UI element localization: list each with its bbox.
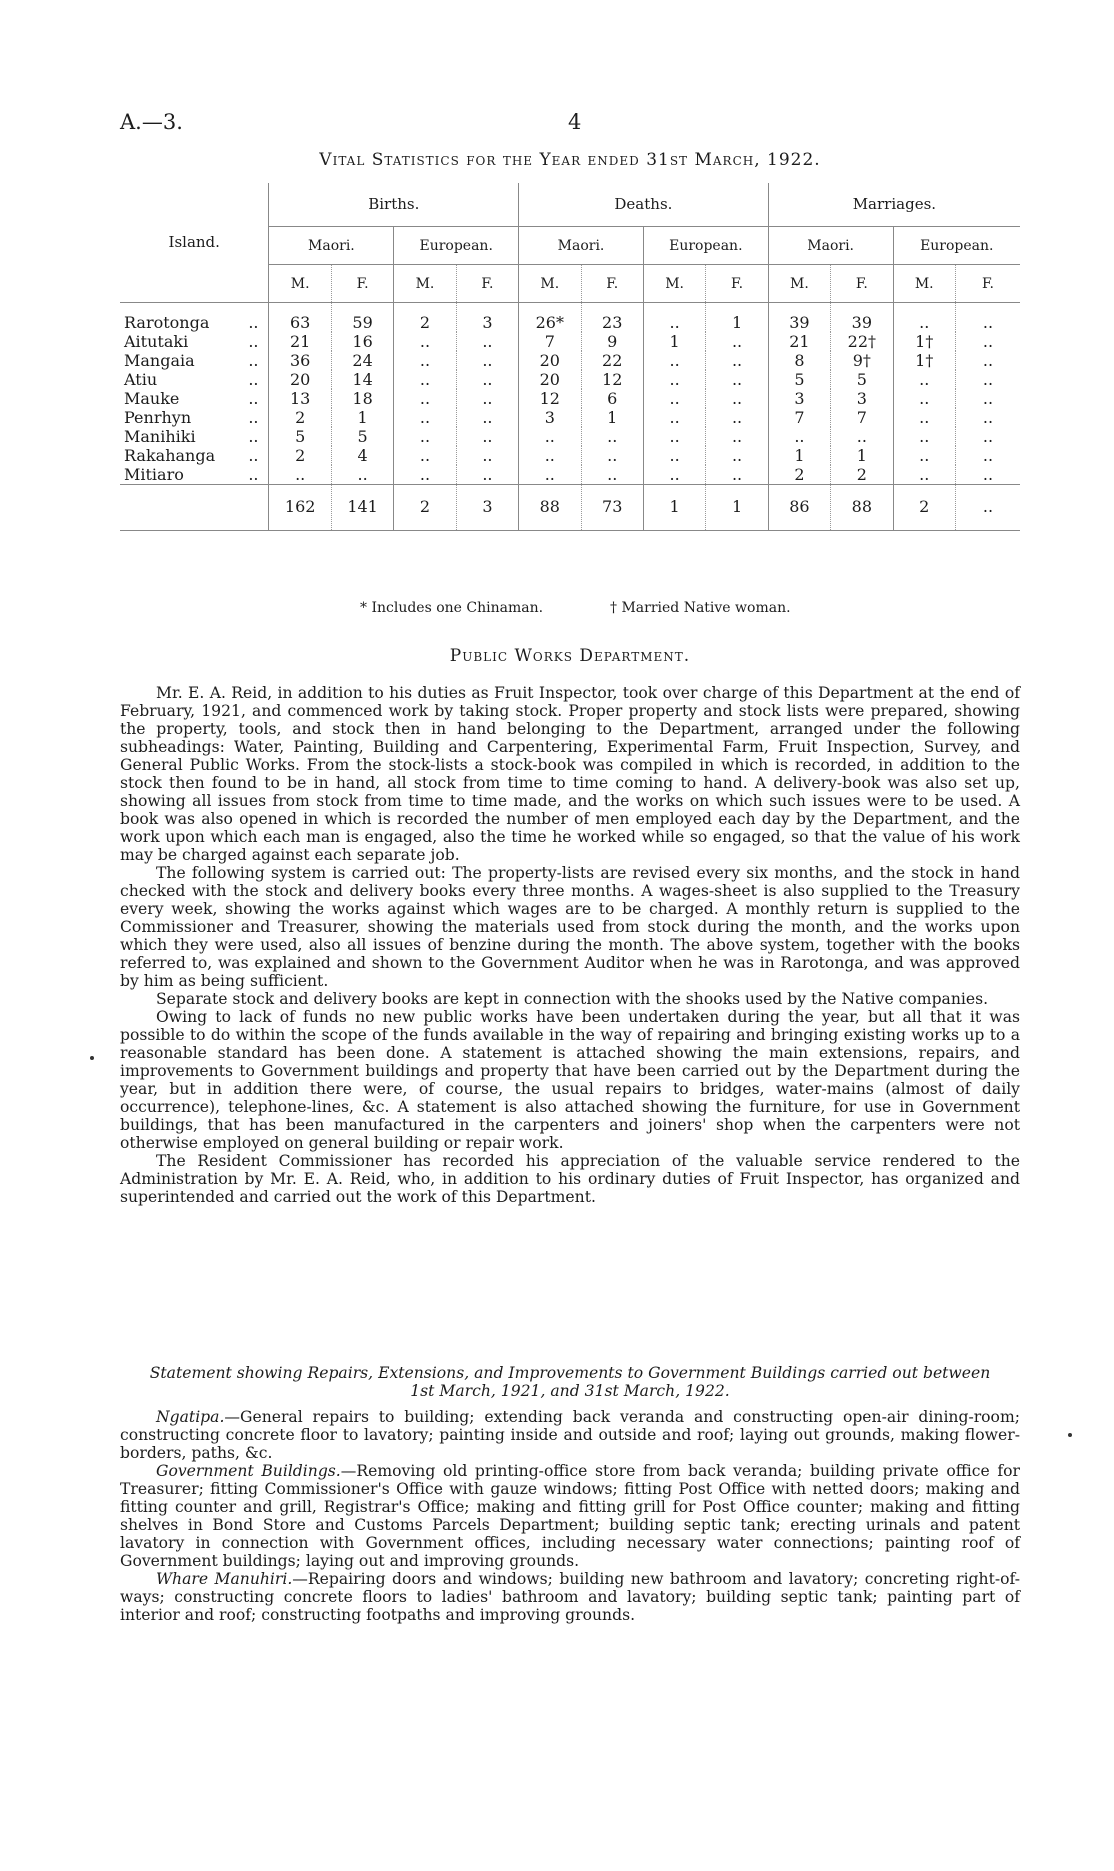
value-cell: ..	[893, 303, 955, 333]
value-cell: ..	[331, 465, 393, 485]
footnote-native-woman: † Married Native woman.	[610, 600, 791, 616]
leader-dots: ..	[248, 427, 259, 446]
value-cell: ..	[643, 408, 705, 427]
entry-label: Government Buildings.	[156, 1462, 341, 1480]
value-cell: 18	[331, 389, 393, 408]
value-cell: ..	[456, 351, 518, 370]
island-name: Rakahanga	[124, 446, 216, 465]
paragraph: Owing to lack of funds no new public works have been undertaken during the year, but all that it was possible to do within the scope of the funds available in the way of repairing and bringing existing works up to a reasonable standard has been done. A statement is attached showing the main extensions, repairs, and improvements to Government buildings and property that have been carried out by the Department during the year, but in addition there were, of course, the usual repairs to bridges, water-mains (almost of daily occurrence), telephone-lines, &c. A statement is also attached showing the furniture, for use in Government buildings, that has been manufactured in the carpenters and joiners' shop when the carpenters were not otherwise employed on general building or repair work.	[120, 1008, 1020, 1152]
value-cell: ..	[955, 332, 1020, 351]
value-cell: 2	[394, 303, 456, 333]
value-cell: ..	[394, 332, 456, 351]
island-cell	[120, 351, 269, 370]
col-header-m: M.	[394, 265, 456, 303]
table-row	[120, 465, 1020, 485]
island-name: Mangaia	[124, 351, 195, 370]
value-cell: ..	[456, 465, 518, 485]
value-cell: ..	[456, 408, 518, 427]
total-cell: ..	[955, 485, 1020, 531]
island-name: Rarotonga	[124, 313, 210, 332]
deaths-maori-header: Maori.	[519, 227, 644, 265]
value-cell: 7	[768, 408, 830, 427]
value-cell: ..	[706, 370, 768, 389]
statement-entry	[120, 1462, 1020, 1570]
island-name: Mauke	[124, 389, 180, 408]
col-header-m: M.	[893, 265, 955, 303]
statement-entry	[120, 1570, 1020, 1624]
value-cell: 22†	[831, 332, 893, 351]
value-cell: 8	[768, 351, 830, 370]
value-cell: 1	[643, 332, 705, 351]
value-cell: ..	[955, 351, 1020, 370]
value-cell: ..	[581, 446, 643, 465]
table-row	[120, 389, 1020, 408]
island-name: Aitutaki	[124, 332, 189, 351]
paragraph: The following system is carried out: The property-lists are revised every six months, and the stock in hand checked with the stock and delivery books every three months. A wages-sheet is also supplied to the Treasury every week, showing the works against which wages are to be charged. A monthly return is supplied to the Commissioner and Treasurer, showing the materials used from stock during the month, and the works upon which they were used, also all issues of benzine during the month. The above system, together with the books referred to, was explained and shown to the Government Auditor when he was in Rarotonga, and was approved by him as being sufficient.	[120, 864, 1020, 990]
value-cell: 39	[831, 303, 893, 333]
statement-entries	[120, 1408, 1020, 1624]
value-cell: ..	[768, 427, 830, 446]
value-cell: 2	[831, 465, 893, 485]
total-cell: 2	[394, 485, 456, 531]
margin-dot	[1068, 1433, 1072, 1437]
value-cell: ..	[269, 465, 331, 485]
value-cell: 5	[831, 370, 893, 389]
value-cell: 3	[831, 389, 893, 408]
value-cell: ..	[581, 427, 643, 446]
value-cell: ..	[394, 370, 456, 389]
total-cell: 73	[581, 485, 643, 531]
value-cell: 63	[269, 303, 331, 333]
page-header	[120, 110, 1020, 140]
value-cell: 39	[768, 303, 830, 333]
value-cell: ..	[519, 446, 581, 465]
value-cell: ..	[955, 370, 1020, 389]
island-name: Mitiaro	[124, 465, 184, 484]
value-cell: ..	[456, 389, 518, 408]
value-cell: ..	[394, 465, 456, 485]
col-header-f: F.	[706, 265, 768, 303]
value-cell: 20	[519, 370, 581, 389]
col-header-m: M.	[519, 265, 581, 303]
value-cell: 3	[519, 408, 581, 427]
paragraph: Mr. E. A. Reid, in addition to his duties as Fruit Inspector, took over charge of this Department at the end of February, 1921, and commenced work by taking stock. Proper property and stock lists were prepared, showing the property, tools, and stock then in hand belonging to the Department, arranged under the following subheadings: Water, Painting, Building and Carpentering, Experimental Farm, Fruit Inspection, Survey, and General Public Works. From the stock-lists a stock-book was compiled in which is recorded, in addition to the stock then found to be in hand, all stock from time to time coming to hand. A delivery-book was also set up, showing all issues from stock from time to time made, and the works on which such issues were to be used. A book was also opened in which is recorded the number of men employed each day by the Department, and the work upon which each man is engaged, also the time he worked while so engaged, so that the value of his work may be charged against each separate job.	[120, 684, 1020, 864]
value-cell: ..	[893, 408, 955, 427]
statement-title-line: 1st March, 1921, and 31st March, 1922.	[410, 1382, 730, 1400]
value-cell: ..	[456, 446, 518, 465]
value-cell: 20	[269, 370, 331, 389]
total-cell: 2	[893, 485, 955, 531]
leader-dots: ..	[248, 351, 259, 370]
table-row	[120, 427, 1020, 446]
value-cell: ..	[706, 351, 768, 370]
value-cell: ..	[893, 389, 955, 408]
value-cell: 5	[269, 427, 331, 446]
value-cell: ..	[955, 408, 1020, 427]
total-cell: 88	[519, 485, 581, 531]
entry-text: —Removing old printing-office store from back veranda; building private office for Treasurer; fitting Commissioner's Office with gauze windows; fitting Post Office with netted doors; making and fitting counter and grill, Registrar's Office; making and fitting grill for Post Office counter; making and fitting shelves in Bond Store and Customs Parcels Department; building septic tank; erecting urinals and patent lavatory in connection with Government offices, including necessary water connections; painting roof of Government buildings; laying out and improving grounds.	[120, 1462, 1020, 1570]
entry-text: —Repairing doors and windows; building new bathroom and lavatory; concreting right-of-ways; constructing concrete floors to ladies' bathroom and lavatory; building septic tank; painting part of interior and roof; constructing footpaths and improving grounds.	[120, 1570, 1020, 1624]
value-cell: 23	[581, 303, 643, 333]
value-cell: ..	[519, 465, 581, 485]
value-cell: 1	[768, 446, 830, 465]
value-cell: 4	[331, 446, 393, 465]
table-row	[120, 446, 1020, 465]
island-cell	[120, 370, 269, 389]
island-name: Penrhyn	[124, 408, 192, 427]
value-cell: 1†	[893, 332, 955, 351]
value-cell: ..	[955, 389, 1020, 408]
island-cell	[120, 332, 269, 351]
value-cell: ..	[581, 465, 643, 485]
value-cell: ..	[643, 389, 705, 408]
value-cell: 21	[768, 332, 830, 351]
value-cell: 2	[768, 465, 830, 485]
births-european-header: European.	[394, 227, 519, 265]
value-cell: 13	[269, 389, 331, 408]
value-cell: ..	[394, 389, 456, 408]
totals-row	[120, 485, 1020, 531]
value-cell: ..	[643, 351, 705, 370]
margin-dot	[90, 1056, 94, 1060]
value-cell: ..	[706, 446, 768, 465]
value-cell: 1	[831, 446, 893, 465]
total-cell: 88	[831, 485, 893, 531]
value-cell: 5	[768, 370, 830, 389]
leader-dots: ..	[248, 389, 259, 408]
leader-dots: ..	[248, 446, 259, 465]
leader-dots: ..	[248, 408, 259, 427]
statement-title-line: Statement showing Repairs, Extensions, and Improvements to Government Buildings carried out between	[149, 1364, 991, 1382]
statement-title	[120, 1364, 1020, 1400]
marriages-european-header: European.	[893, 227, 1020, 265]
col-header-f: F.	[456, 265, 518, 303]
leader-dots: ..	[248, 332, 259, 351]
col-header-f: F.	[955, 265, 1020, 303]
deaths-european-header: European.	[643, 227, 768, 265]
value-cell: 7	[831, 408, 893, 427]
value-cell: 26*	[519, 303, 581, 333]
section-title: Public Works Department.	[449, 646, 691, 666]
value-cell: 3	[456, 303, 518, 333]
value-cell: ..	[394, 351, 456, 370]
leader-dots: ..	[248, 313, 259, 332]
value-cell: 36	[269, 351, 331, 370]
body-text	[120, 684, 1020, 1206]
entry-text: —General repairs to building; extending back veranda and constructing open-air dining-room; constructing concrete floor to lavatory; painting inside and outside and roof; laying out grounds, making flower-borders, paths, &c.	[120, 1408, 1020, 1462]
deaths-header: Deaths.	[519, 183, 769, 227]
entry-label: Whare Manuhiri.	[156, 1570, 293, 1588]
col-header-m: M.	[269, 265, 331, 303]
value-cell: ..	[955, 446, 1020, 465]
value-cell: ..	[893, 465, 955, 485]
births-maori-header: Maori.	[269, 227, 394, 265]
paragraph: The Resident Commissioner has recorded his appreciation of the valuable service rendered to the Administration by Mr. E. A. Reid, who, in addition to his ordinary duties of Fruit Inspector, has organized and superintended and carried out the work of this Department.	[120, 1152, 1020, 1206]
statement-entry	[120, 1408, 1020, 1462]
value-cell: ..	[706, 465, 768, 485]
table-title: Vital Statistics for the Year ended 31st March, 1922.	[319, 150, 821, 170]
marriages-maori-header: Maori.	[768, 227, 893, 265]
value-cell: ..	[394, 408, 456, 427]
col-header-m: M.	[643, 265, 705, 303]
value-cell: ..	[893, 370, 955, 389]
value-cell: ..	[643, 303, 705, 333]
value-cell: ..	[706, 427, 768, 446]
value-cell: 9†	[831, 351, 893, 370]
value-cell: 20	[519, 351, 581, 370]
value-cell: ..	[955, 303, 1020, 333]
value-cell: 5	[331, 427, 393, 446]
value-cell: 14	[331, 370, 393, 389]
table-row	[120, 332, 1020, 351]
island-header: Island.	[120, 183, 269, 303]
leader-dots: ..	[248, 465, 259, 484]
island-cell	[120, 303, 269, 333]
value-cell: 2	[269, 446, 331, 465]
total-cell: 162	[269, 485, 331, 531]
value-cell: 1†	[893, 351, 955, 370]
vital-statistics-table	[120, 183, 1020, 531]
value-cell: ..	[643, 370, 705, 389]
value-cell: 1	[581, 408, 643, 427]
value-cell: 16	[331, 332, 393, 351]
value-cell: 1	[331, 408, 393, 427]
island-cell	[120, 408, 269, 427]
page-number: 4	[568, 110, 582, 134]
value-cell: 59	[331, 303, 393, 333]
value-cell: ..	[394, 446, 456, 465]
document-reference: A.—3.	[120, 110, 183, 134]
value-cell: 12	[581, 370, 643, 389]
table-row	[120, 370, 1020, 389]
total-cell: 141	[331, 485, 393, 531]
col-header-f: F.	[581, 265, 643, 303]
value-cell: 24	[331, 351, 393, 370]
value-cell: ..	[706, 332, 768, 351]
value-cell: 9	[581, 332, 643, 351]
footnote-chinaman: * Includes one Chinaman.	[360, 600, 544, 616]
island-cell	[120, 465, 269, 485]
value-cell: 1	[706, 303, 768, 333]
total-cell: 1	[706, 485, 768, 531]
births-header: Births.	[269, 183, 519, 227]
leader-dots: ..	[248, 370, 259, 389]
value-cell: ..	[706, 389, 768, 408]
marriages-header: Marriages.	[768, 183, 1020, 227]
value-cell: ..	[955, 427, 1020, 446]
value-cell: 2	[269, 408, 331, 427]
value-cell: ..	[706, 408, 768, 427]
value-cell: ..	[456, 370, 518, 389]
value-cell: ..	[456, 427, 518, 446]
value-cell: ..	[643, 427, 705, 446]
value-cell: ..	[643, 446, 705, 465]
value-cell: ..	[955, 465, 1020, 485]
entry-label: Ngatipa.	[156, 1408, 225, 1426]
total-cell: 1	[643, 485, 705, 531]
paragraph: Separate stock and delivery books are kept in connection with the shooks used by the Native companies.	[156, 990, 989, 1008]
island-cell	[120, 446, 269, 465]
value-cell: 7	[519, 332, 581, 351]
col-header-f: F.	[831, 265, 893, 303]
value-cell: ..	[456, 332, 518, 351]
island-cell	[120, 427, 269, 446]
col-header-f: F.	[331, 265, 393, 303]
island-name: Manihiki	[124, 427, 196, 446]
value-cell: 6	[581, 389, 643, 408]
col-header-m: M.	[768, 265, 830, 303]
value-cell: ..	[394, 427, 456, 446]
table-row	[120, 408, 1020, 427]
value-cell: ..	[831, 427, 893, 446]
island-name: Atiu	[124, 370, 158, 389]
value-cell: 22	[581, 351, 643, 370]
value-cell: 12	[519, 389, 581, 408]
value-cell: ..	[893, 446, 955, 465]
value-cell: 21	[269, 332, 331, 351]
value-cell: ..	[519, 427, 581, 446]
totals-label-cell	[120, 485, 269, 531]
table-row	[120, 303, 1020, 333]
value-cell: ..	[893, 427, 955, 446]
value-cell: 3	[768, 389, 830, 408]
total-cell: 3	[456, 485, 518, 531]
value-cell: ..	[643, 465, 705, 485]
island-cell	[120, 389, 269, 408]
total-cell: 86	[768, 485, 830, 531]
table-row	[120, 351, 1020, 370]
